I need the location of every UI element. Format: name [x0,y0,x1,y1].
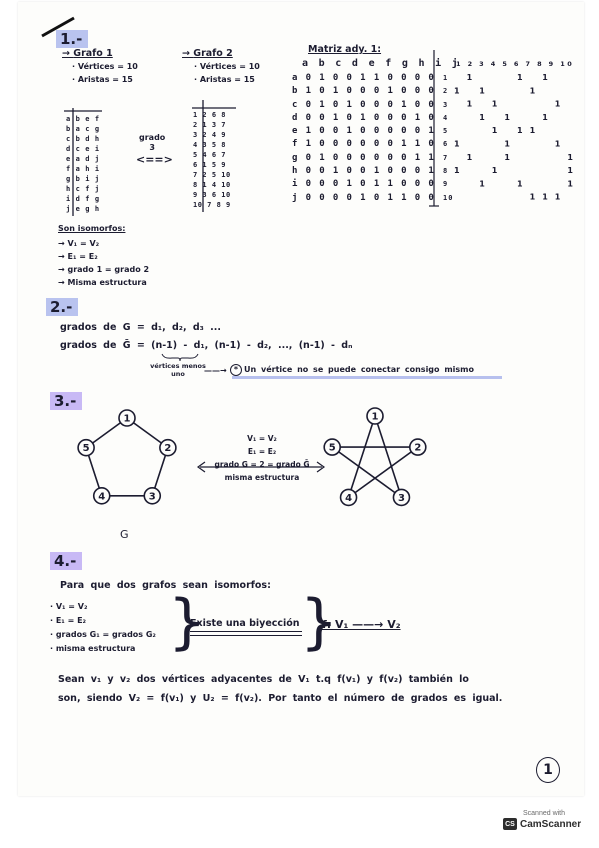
matrix-2-one: 1 [466,99,473,109]
scanned-with-text: Scanned with [522,810,566,817]
matrix-2-one: 1 [554,192,561,202]
arrow-note: ——→ [204,366,227,375]
note-underline [232,376,502,379]
matrix-2-one: 1 [529,86,536,96]
star-graph-node-label: 1 [371,411,379,423]
table-1-row: j e g h [66,205,100,213]
matrix-1-row: i 0 0 0 1 0 1 1 0 0 0 [292,179,436,190]
table-1-row: c b d h [66,135,100,143]
condition-item: · grados G₁ = grados G₂ [50,630,156,639]
matrix-2-one: 1 [504,112,510,122]
star-graph-edge [349,447,418,497]
cycle-graph-node-label: 4 [98,491,106,503]
matrix-2-row-label: 8 [443,167,449,176]
matrix-1-row: g 0 1 0 0 0 0 0 0 1 1 [292,152,436,163]
matrix-1-row: d 0 0 1 0 1 0 0 0 1 0 [292,112,436,123]
comparison-note: E₁ = E₂ [247,447,277,456]
matrix-2-one: 1 [567,179,573,189]
degrees-g-line: grados de G = d₁, d₂, d₃ ... [60,322,221,333]
section-4-number: 4.- [50,552,82,570]
table-1-row: h c f j [66,185,100,193]
underbrace [160,352,200,362]
iso-title: Son isomorfos: [58,224,126,233]
vertices-minus-one-note: vértices menos uno [150,362,206,378]
matrix-2-one: 1 [567,152,573,162]
camscanner-icon: CS [503,818,517,830]
matrix-2-one: 1 [454,86,460,96]
condition-item: · misma estructura [50,644,136,653]
matrix-2-one: 1 [517,126,523,136]
condition-item: · V₁ = V₂ [50,602,88,611]
conditions-list [50,600,156,656]
grado-label: grado 3 [139,133,166,152]
matrix-1-row: b 1 0 1 0 0 0 1 0 0 0 [292,86,436,97]
star-graph-node-label: 3 [397,492,405,504]
self-loop-note: Un vértice no se puede conectar consigo mismo [244,365,474,374]
matrix-2-one: 1 [567,166,573,176]
section-2-number: 2.- [46,298,78,316]
matrix-2-row-label: 4 [443,113,449,122]
grafo-1-aristas: · Aristas = 15 [72,75,133,84]
matrix-1-row: f 1 0 0 0 0 0 0 1 1 0 [292,139,436,150]
matrix-2-one: 1 [466,152,473,162]
matrix-2-row-label: 6 [443,140,449,149]
bijection-underline [190,631,302,636]
table-1-row: g b i j [66,175,100,183]
matrix-1-row: e 1 0 0 1 0 0 0 0 0 1 [292,126,436,137]
matrix-2-row-label: 7 [443,153,449,162]
function-mapping: f: V₁ ——→ V₂ [322,618,401,631]
matrix-2-one: 1 [542,112,548,122]
table-2-row: 9 3 6 10 [193,191,231,199]
cycle-graph-node-label: 3 [148,491,156,503]
exists-bijection: Existe una biyección [190,618,300,629]
right-brace: } [300,587,339,657]
matrix-2-one: 1 [504,139,510,149]
matrix-2-one: 1 [529,192,536,202]
matrix-2-one: 1 [479,112,485,122]
matrix-divider [428,50,440,210]
matrix-1-row: j 0 0 0 0 1 0 1 1 0 0 [292,192,436,203]
grafo-1-title: → Grafo 1 [62,48,113,59]
matrix-2-one: 1 [491,126,498,136]
table-2-row: 8 1 4 10 [193,181,231,189]
matrix-2-one: 1 [479,179,485,189]
conclusion-line-2: son, siendo V₂ = f(v₁) y U₂ = f(v₂). Por tanto el número de grados es igual. [58,693,503,704]
matrix-2-one: 1 [479,86,485,96]
matrix-2-ones [440,70,580,210]
table-1-row: b a c g [66,125,100,133]
matrix-2-row-label: 9 [443,180,449,189]
conclusion-line-1: Sean v₁ y v₂ dos vértices adyacentes de V₁ t.q f(v₁) y f(v₂) también lo [58,674,469,685]
table-2-row: 5 4 6 7 [193,151,227,159]
matrix-2-row-label: 1 [443,74,449,82]
matrix-2-one: 1 [491,166,498,176]
matrix-2-one: 1 [491,99,498,109]
table-2-row: 6 1 5 9 [193,161,227,169]
table-2-row: 1 2 6 8 [193,111,227,119]
table-2-row: 4 3 5 8 [193,141,227,149]
star-graph-node-label: 4 [345,492,353,504]
matrix-2-one: 1 [542,192,548,202]
cycle-graph-node-label: 2 [164,443,172,455]
camscanner-brand: CamScanner [520,818,582,830]
table-1-row: e a d j [66,155,100,163]
iso-item: → V₁ = V₂ [58,239,100,248]
matrix-2-one: 1 [517,179,523,189]
matrix-2-one: 1 [517,73,523,82]
matrix-2-one: 1 [554,139,561,149]
matrix-2-row-label: 3 [443,100,449,109]
asterisk-circle: * [230,364,242,376]
double-arrow-iso: <==> [136,153,173,166]
iso-item: → E₁ = E₂ [58,252,98,261]
grafo-2-aristas: · Aristas = 15 [194,75,255,84]
matrix-2-row-label: 5 [443,127,449,136]
matrix-2-one: 1 [466,73,473,82]
iso-item: → Misma estructura [58,278,147,287]
matrix-2-one: 1 [542,73,548,82]
page-number: 1 [536,757,560,783]
table-1-row: i d f g [66,195,100,203]
section-1-number: 1.- [56,30,88,48]
matrix-2-one: 1 [554,99,561,109]
table-2-row: 10 7 8 9 [193,201,231,209]
graph-g-label: G [120,528,129,541]
comparison-note: misma estructura [224,473,300,482]
camscanner-watermark [503,810,585,840]
star-graph-edge [375,416,401,497]
degrees-complement-line: grados de Ḡ = (n-1) - d₁, (n-1) - d₂, ..., (n-1) - dₙ [60,340,353,351]
table-1-row: a b e f [66,115,100,123]
section-4-intro: Para que dos grafos sean isomorfos: [60,580,271,591]
star-graph-edge [349,416,375,497]
star-graph-node-label: 2 [414,442,422,454]
iso-item: → grado 1 = grado 2 [58,265,150,274]
matrix-2-header: 1 2 3 4 5 6 7 8 9 10 [456,60,575,68]
grafo-2-title: → Grafo 2 [182,48,233,59]
matrix-2-one: 1 [454,166,460,176]
comparison-note: grado G = 2 = grado Ḡ [214,460,310,469]
iso-list [58,237,149,289]
grafo-1-vertices: · Vértices = 10 [72,62,138,71]
matrix-2-row-label: 2 [443,87,449,96]
matrix-2-one: 1 [529,126,536,136]
table-2-row: 2 1 3 7 [193,121,227,129]
table-2-row: 3 2 4 9 [193,131,227,139]
condition-item: · E₁ = E₂ [50,616,87,625]
cycle-graph-node-label: 1 [123,413,131,425]
graph-comparison-notes [212,432,312,484]
matrix-2-one: 1 [454,139,460,149]
table-1-row: d c e i [66,145,100,153]
grafo-2-vertices: · Vértices = 10 [194,62,260,71]
matrix-2-one: 1 [504,152,510,162]
matrix-1-body [292,72,435,205]
matrix-title: Matriz ady. 1: [308,44,382,55]
matrix-1-header: a b c d e f g h i j [302,58,461,69]
matrix-1-row: c 0 1 0 1 0 0 0 1 0 0 [292,99,436,110]
matrix-1-row: h 0 0 1 0 0 1 0 0 0 1 [292,166,436,177]
matrix-2-row-label: 10 [443,193,454,202]
table-1-row: f a h i [66,165,100,173]
star-graph-edge [332,447,401,497]
cycle-graph-node-label: 5 [82,443,90,455]
comparison-note: V₁ = V₂ [247,434,277,443]
table-2-row: 7 2 5 10 [193,171,231,179]
star-graph-node-label: 5 [328,442,336,454]
matrix-1-row: a 0 1 0 0 1 1 0 0 0 0 [292,73,436,83]
section-3-number: 3.- [50,392,82,410]
left-brace: } [168,587,207,657]
